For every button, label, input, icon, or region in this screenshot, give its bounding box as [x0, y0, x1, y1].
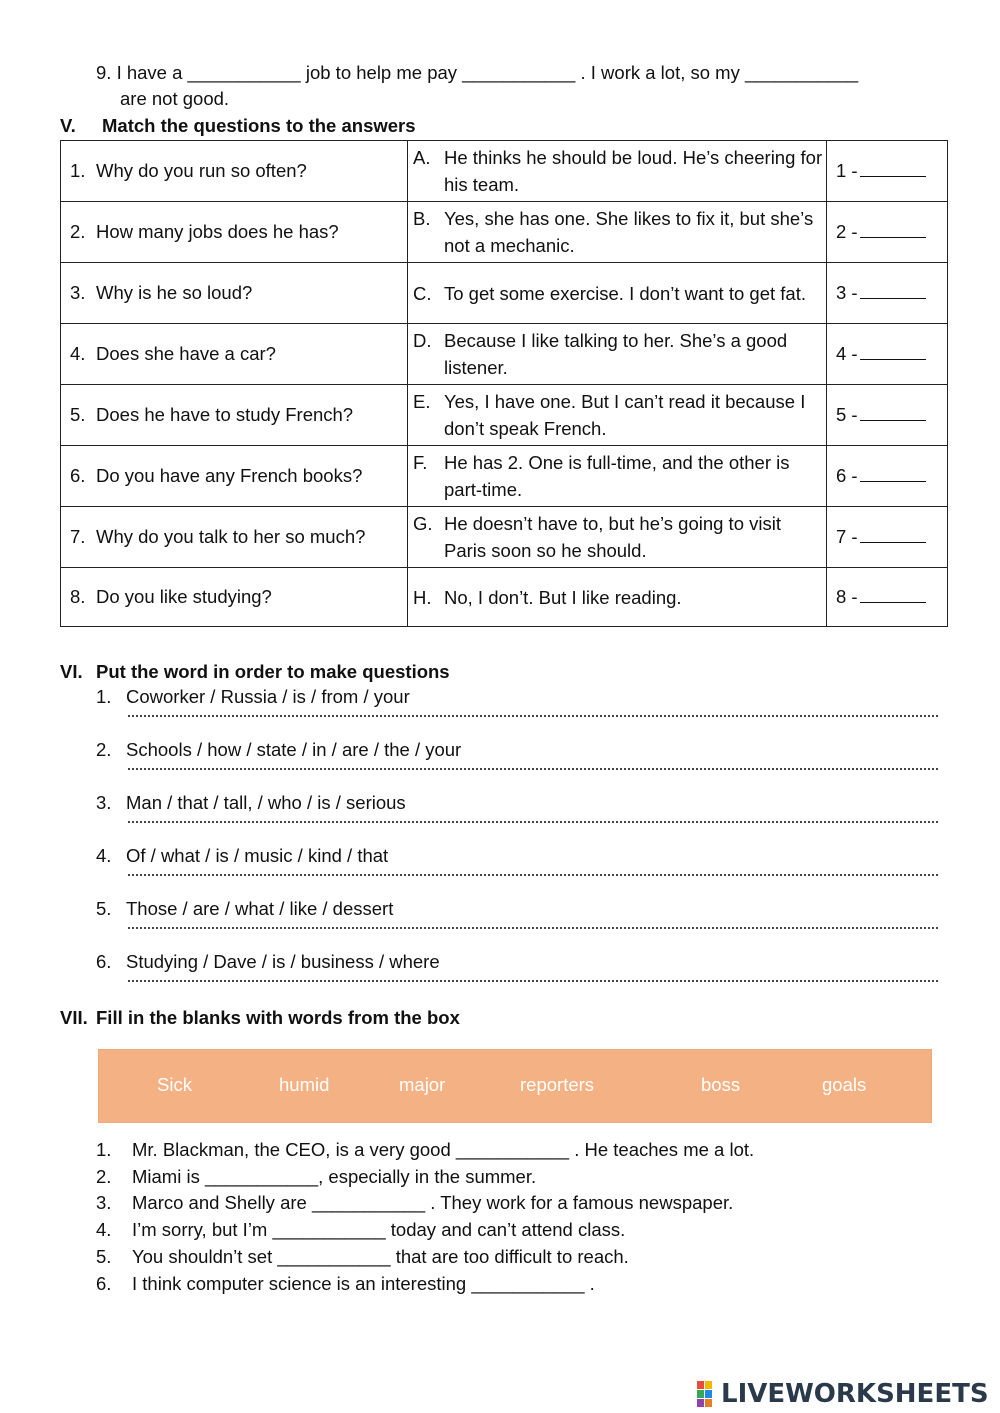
scrambled-words: Coworker / Russia / is / from / your	[126, 686, 410, 707]
answer-cell	[408, 385, 827, 446]
answer-slot-label: 7 -	[836, 526, 858, 548]
question-cell	[61, 507, 408, 568]
sentence-text: Miami is ___________, especially in the summer.	[132, 1165, 537, 1187]
word-box-word: goals	[822, 1074, 867, 1095]
question-text: Do you like studying?	[96, 586, 272, 608]
section-5-heading	[60, 113, 416, 139]
match-row	[61, 141, 948, 202]
word-order-item	[96, 684, 946, 737]
section-5-number: V.	[60, 115, 76, 136]
question-9-line2: are not good.	[120, 87, 230, 109]
word-box-word: reporters	[520, 1074, 595, 1095]
item-number: 3.	[96, 1192, 112, 1214]
match-row	[61, 202, 948, 263]
answer-cell	[408, 263, 827, 324]
liveworksheets-logo[interactable]	[697, 1377, 989, 1411]
word-box-word: Sick	[157, 1074, 192, 1095]
scrambled-words: Schools / how / state / in / are / the / your	[126, 739, 462, 760]
answer-blank[interactable]	[860, 588, 926, 603]
answer-slot-label: 2 -	[836, 221, 858, 243]
answer-letter: B.	[413, 208, 431, 229]
word-box-word: major	[399, 1074, 446, 1095]
question-number: 5.	[70, 404, 86, 426]
sentence-text: I’m sorry, but I’m ___________ today and can’t attend class.	[132, 1219, 626, 1241]
answer-slot-cell	[827, 507, 948, 568]
answer-slot-cell	[827, 141, 948, 202]
answer-letter: F.	[413, 452, 428, 473]
answer-cell	[408, 568, 827, 627]
answer-text: He thinks he should be loud. He’s cheering for his team.	[444, 147, 823, 195]
item-number: 1.	[96, 1139, 112, 1160]
question-9-line1: 9. I have a ___________ job to help me pay ___________ . I work a lot, so my ___________	[96, 62, 859, 83]
answer-slot-cell	[827, 446, 948, 507]
answer-blank[interactable]	[860, 528, 926, 543]
answer-letter: D.	[413, 330, 432, 351]
answer-slot-label: 5 -	[836, 404, 858, 426]
answer-slot-label: 6 -	[836, 465, 858, 487]
section-7-title: Fill in the blanks with words from the box	[96, 1007, 460, 1028]
answer-cell	[408, 202, 827, 263]
question-cell	[61, 446, 408, 507]
matching-table	[60, 140, 948, 627]
answer-line[interactable]	[128, 913, 938, 929]
item-number: 6.	[96, 951, 112, 972]
answer-text: No, I don’t. But I like reading.	[444, 586, 682, 608]
sentence-text: Marco and Shelly are ___________ . They work for a famous newspaper.	[132, 1192, 734, 1214]
word-order-item	[96, 843, 946, 896]
answer-text: Yes, I have one. But I can’t read it because I don’t speak French.	[444, 391, 806, 439]
item-number: 5.	[96, 898, 112, 919]
sentence-text: I think computer science is an interesting ___________ .	[132, 1272, 595, 1294]
fill-blank-item	[96, 1244, 946, 1271]
question-number: 4.	[70, 343, 86, 365]
question-cell	[61, 263, 408, 324]
answer-slot-cell	[827, 568, 948, 627]
answer-blank[interactable]	[860, 467, 926, 482]
word-order-list	[96, 684, 946, 1002]
word-order-item	[96, 790, 946, 843]
section-7-heading	[60, 1005, 460, 1031]
question-number: 8.	[70, 586, 86, 608]
logo-mark-icon	[697, 1381, 719, 1407]
match-row	[61, 507, 948, 568]
sentence-text: You shouldn’t set ___________ that are too difficult to reach.	[132, 1245, 629, 1267]
item-number: 6.	[96, 1272, 112, 1294]
match-row	[61, 385, 948, 446]
answer-slot-label: 4 -	[836, 343, 858, 365]
answer-text: Yes, she has one. She likes to fix it, but she’s not a mechanic.	[444, 208, 814, 256]
answer-line[interactable]	[128, 754, 938, 770]
question-cell	[61, 568, 408, 627]
answer-blank[interactable]	[860, 345, 926, 360]
scrambled-words: Studying / Dave / is / business / where	[126, 951, 440, 972]
answer-letter: C.	[413, 282, 432, 304]
word-box-word: boss	[701, 1074, 741, 1095]
word-order-item	[96, 896, 946, 949]
answer-letter: E.	[413, 391, 431, 412]
question-cell	[61, 324, 408, 385]
answer-slot-cell	[827, 202, 948, 263]
question-number: 1.	[70, 160, 86, 182]
question-text: Why do you talk to her so much?	[96, 526, 366, 548]
item-number: 2.	[96, 1165, 112, 1187]
answer-line[interactable]	[128, 807, 938, 823]
question-text: Does she have a car?	[96, 343, 276, 365]
item-number: 1.	[96, 686, 112, 707]
answer-letter: A.	[413, 147, 431, 168]
answer-cell	[408, 446, 827, 507]
fill-blank-item	[96, 1190, 946, 1217]
answer-blank[interactable]	[860, 284, 926, 299]
question-text: How many jobs does he has?	[96, 221, 339, 243]
scrambled-words: Man / that / tall, / who / is / serious	[126, 792, 406, 813]
answer-line[interactable]	[128, 701, 938, 717]
answer-text: Because I like talking to her. She’s a good listener.	[444, 330, 788, 378]
answer-blank[interactable]	[860, 162, 926, 177]
answer-blank[interactable]	[860, 406, 926, 421]
answer-letter: H.	[413, 586, 432, 608]
item-number: 3.	[96, 792, 112, 813]
question-number: 3.	[70, 282, 86, 304]
answer-cell	[408, 141, 827, 202]
answer-blank[interactable]	[860, 223, 926, 238]
question-text: Do you have any French books?	[96, 465, 363, 487]
question-number: 2.	[70, 221, 86, 243]
section-6-heading	[60, 659, 450, 685]
match-row	[61, 263, 948, 324]
question-text: Does he have to study French?	[96, 404, 354, 426]
match-row	[61, 568, 948, 627]
fill-blank-item	[96, 1217, 946, 1244]
answer-cell	[408, 507, 827, 568]
logo-text: LIVEWORKSHEETS	[721, 1378, 989, 1409]
answer-slot-label: 1 -	[836, 160, 858, 182]
section-5-title: Match the questions to the answers	[102, 115, 416, 136]
question-text: Why do you run so often?	[96, 160, 307, 182]
fill-blank-item	[96, 1271, 946, 1298]
scrambled-words: Of / what / is / music / kind / that	[126, 845, 389, 866]
match-row	[61, 446, 948, 507]
question-number: 6.	[70, 465, 86, 487]
fill-blanks-list	[96, 1137, 946, 1297]
word-box-word: humid	[279, 1074, 330, 1095]
answer-slot-label: 8 -	[836, 586, 858, 608]
section-6-number: VI.	[60, 661, 83, 682]
answer-text: He doesn’t have to, but he’s going to visit Paris soon so he should.	[444, 513, 781, 561]
word-order-item	[96, 737, 946, 790]
word-box	[98, 1049, 932, 1123]
question-text: Why is he so loud?	[96, 282, 253, 304]
section-7-number: VII.	[60, 1007, 88, 1028]
answer-slot-cell	[827, 263, 948, 324]
question-cell	[61, 385, 408, 446]
item-number: 5.	[96, 1245, 112, 1267]
scrambled-words: Those / are / what / like / dessert	[126, 898, 394, 919]
sentence-text: Mr. Blackman, the CEO, is a very good ___________ . He teaches me a lot.	[132, 1139, 755, 1160]
question-cell	[61, 141, 408, 202]
word-order-item	[96, 949, 946, 1002]
fill-blank-item	[96, 1137, 946, 1164]
fill-blank-item	[96, 1164, 946, 1191]
item-number: 4.	[96, 1219, 112, 1241]
question-number: 7.	[70, 526, 86, 548]
match-row	[61, 324, 948, 385]
question-cell	[61, 202, 408, 263]
answer-cell	[408, 324, 827, 385]
section-6-title: Put the word in order to make questions	[96, 661, 450, 682]
answer-line[interactable]	[128, 966, 938, 982]
answer-slot-label: 3 -	[836, 282, 858, 304]
answer-letter: G.	[413, 513, 433, 534]
question-9	[96, 60, 946, 112]
answer-slot-cell	[827, 385, 948, 446]
answer-line[interactable]	[128, 860, 938, 876]
item-number: 2.	[96, 739, 112, 760]
item-number: 4.	[96, 845, 112, 866]
answer-slot-cell	[827, 324, 948, 385]
answer-text: He has 2. One is full-time, and the other is part-time.	[444, 452, 790, 500]
answer-text: To get some exercise. I don’t want to get fat.	[444, 282, 806, 304]
